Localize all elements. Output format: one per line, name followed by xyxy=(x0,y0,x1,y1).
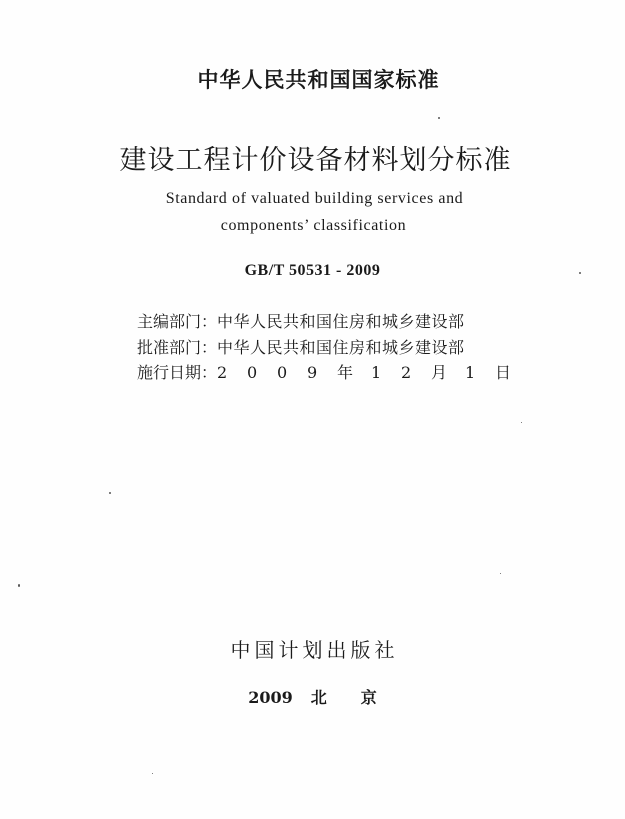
date-char: 9 xyxy=(307,363,318,382)
publication-year: 2009 xyxy=(248,688,293,707)
date-char: 2 xyxy=(401,363,412,382)
scan-speck xyxy=(152,773,153,774)
scan-speck xyxy=(500,573,501,574)
scan-speck xyxy=(438,117,440,119)
publication-place xyxy=(0,685,625,708)
date-char: 日 xyxy=(495,363,512,382)
approver-department-row xyxy=(137,335,465,358)
standard-code: GB/T 50531 - 2009 xyxy=(244,262,381,279)
editor-department-row xyxy=(137,309,465,332)
english-title-line-1: Standard of valuated building services and xyxy=(165,190,464,207)
scan-speck xyxy=(521,422,522,423)
national-standard-heading: 中华人民共和国国家标准 xyxy=(197,68,440,92)
date-char: 0 xyxy=(247,363,258,382)
date-char: 年 xyxy=(337,363,354,382)
date-char: 2 xyxy=(217,363,228,382)
city-char: 北 xyxy=(310,688,327,707)
date-char: 1 xyxy=(465,363,476,382)
date-char: 0 xyxy=(277,363,288,382)
city-char: 京 xyxy=(360,688,377,707)
date-char: 1 xyxy=(371,363,382,382)
scan-speck xyxy=(109,492,111,494)
effective-date-row xyxy=(137,360,515,383)
effective-date-label: 施行日期： xyxy=(137,363,218,382)
scan-speck xyxy=(18,584,20,587)
scan-speck xyxy=(579,272,581,274)
approver-department-label: 批准部门： xyxy=(137,338,218,357)
english-title-line-2: components’ classification xyxy=(220,217,407,234)
date-char: 月 xyxy=(431,363,448,382)
editor-department-value: 中华人民共和国住房和城乡建设部 xyxy=(217,312,465,331)
publisher-name: 中国计划出版社 xyxy=(230,638,399,662)
chinese-title: 建设工程计价设备材料划分标准 xyxy=(119,145,512,176)
approver-department-value: 中华人民共和国住房和城乡建设部 xyxy=(217,338,465,357)
editor-department-label: 主编部门： xyxy=(137,312,218,331)
